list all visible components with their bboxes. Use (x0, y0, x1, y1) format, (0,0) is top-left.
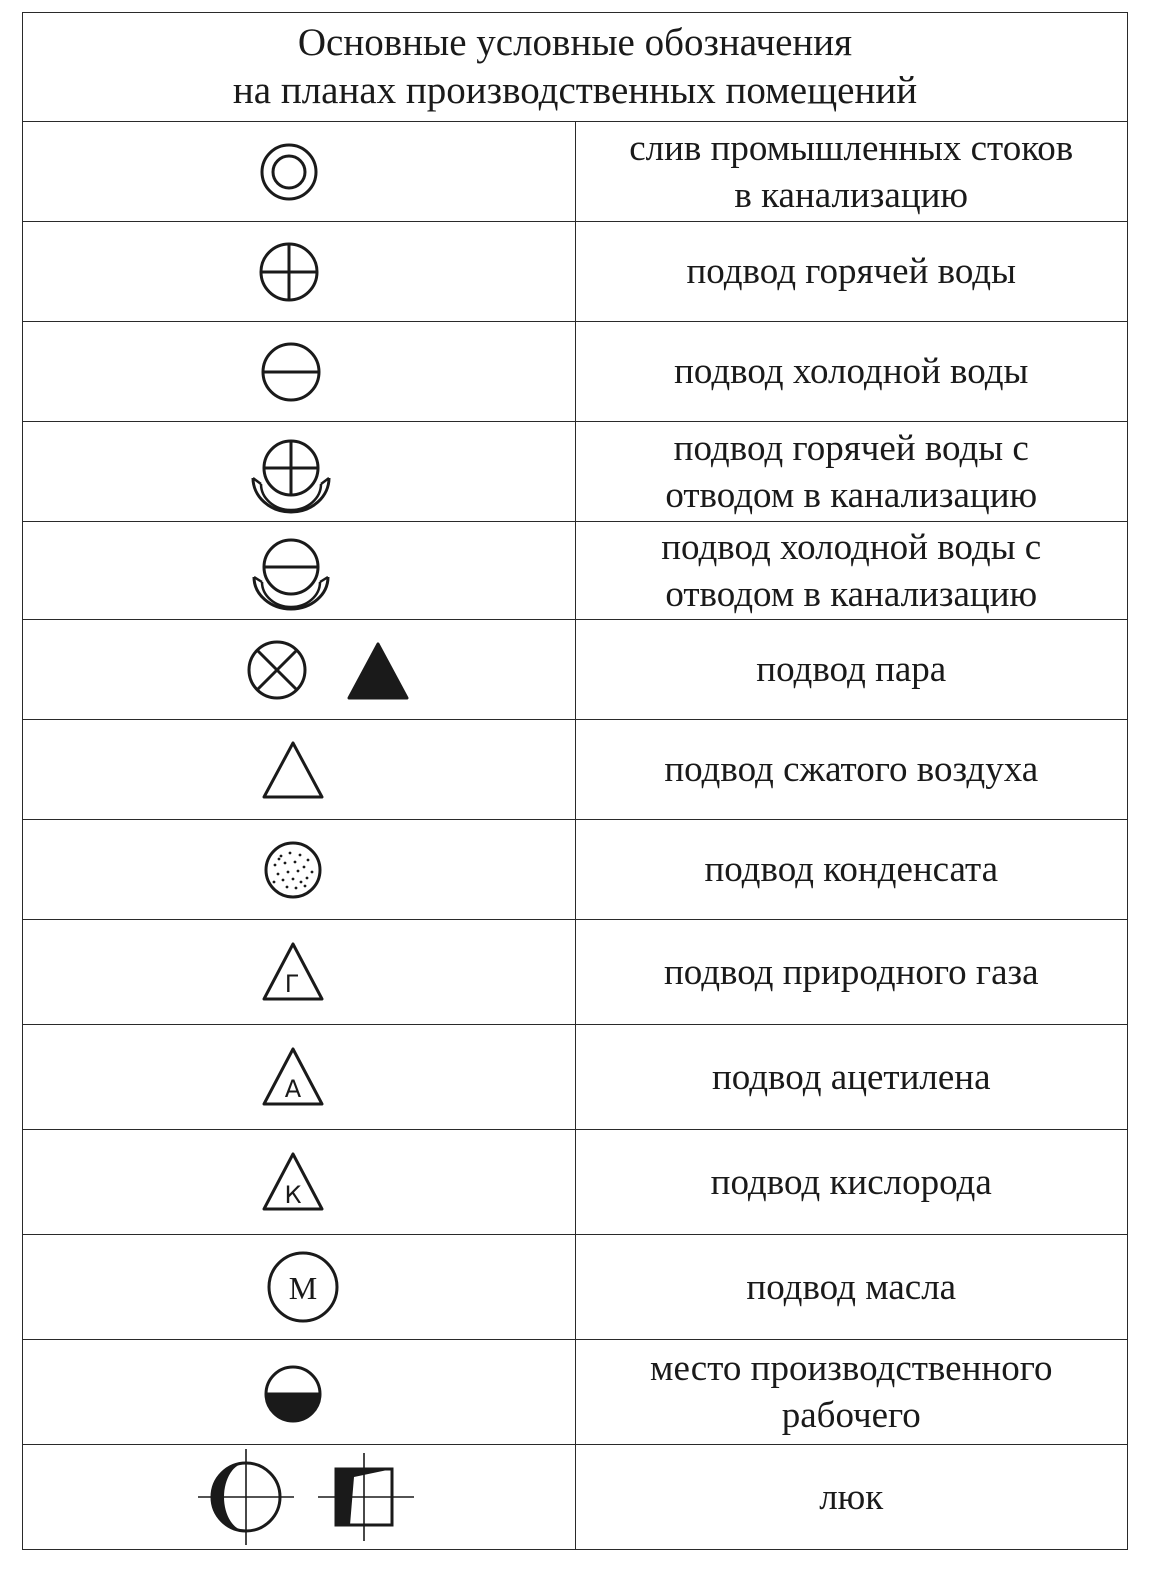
circle-m-icon (263, 1247, 343, 1327)
label-line-1: слив промышленных стоков (629, 127, 1074, 169)
circle-cross-icon (249, 232, 329, 312)
legend-title-line-2: на планах производственных помещений (232, 69, 918, 112)
circle-glyph: М (288, 1270, 317, 1306)
triangle-outline-icon (253, 730, 333, 810)
legend-row-cold-water (23, 322, 1128, 422)
legend-row-oxygen (23, 1130, 1128, 1235)
legend-row-industrial-drain (23, 122, 1128, 222)
label-line-1: подвод холодной воды (674, 351, 1029, 392)
label-line-1: подвод конденсата (704, 849, 999, 890)
label-line-1: подвод масла (746, 1266, 957, 1308)
label-cell (575, 920, 1128, 1025)
legend-row-hatch (23, 1445, 1128, 1550)
circle-cross-drain-icon (246, 427, 336, 517)
label-line-2: в канализацию (734, 174, 969, 216)
label-cell (575, 1445, 1128, 1550)
legend-row-cold-water-drain (23, 522, 1128, 620)
legend-row-compressed-air (23, 720, 1128, 820)
triangle-glyph: А (284, 1075, 301, 1103)
triangle-glyph: К (284, 1181, 302, 1209)
label-cell (575, 720, 1128, 820)
legend-row-steam (23, 620, 1128, 720)
symbol-cell (23, 820, 576, 920)
label-cell (575, 222, 1128, 322)
symbol-cell (23, 1025, 576, 1130)
triangle-k-icon (253, 1142, 333, 1222)
label-line-1: подвод холодной воды с (661, 526, 1042, 568)
label-line-2: отводом в канализацию (665, 474, 1038, 516)
label-line-1: подвод ацетилена (711, 1056, 991, 1098)
label-cell (575, 122, 1128, 222)
symbol-cell (23, 920, 576, 1025)
legend-title (23, 13, 1128, 122)
label-line-1: подвод горячей воды с (673, 427, 1029, 469)
double-circle-icon (249, 132, 329, 212)
legend-table (22, 12, 1128, 1550)
label-cell (575, 620, 1128, 720)
half-filled-circle-icon (253, 1352, 333, 1432)
label-cell (575, 322, 1128, 422)
label-line-2: отводом в канализацию (665, 573, 1038, 615)
circle-horizontal-line-icon (251, 332, 331, 412)
legend-row-condensate (23, 820, 1128, 920)
symbol-cell (23, 522, 576, 620)
label-line-2: рабочего (781, 1395, 921, 1436)
legend-row-workplace (23, 1340, 1128, 1445)
circle-line-drain-icon (246, 526, 336, 616)
dotted-circle-icon (253, 830, 333, 910)
label-cell (575, 1235, 1128, 1340)
symbol-cell (23, 1445, 576, 1550)
label-cell (575, 522, 1128, 620)
hatch-circle-and-square-icon (196, 1447, 426, 1547)
label-line-1: подвод пара (756, 649, 947, 690)
label-cell (575, 1340, 1128, 1445)
label-line-1: подвод кислорода (710, 1161, 992, 1203)
symbol-cell (23, 122, 576, 222)
title-row (23, 13, 1128, 122)
label-cell (575, 1025, 1128, 1130)
symbol-cell (23, 1235, 576, 1340)
symbol-cell (23, 222, 576, 322)
label-line-1: люк (819, 1476, 884, 1518)
label-cell (575, 1130, 1128, 1235)
legend-row-oil (23, 1235, 1128, 1340)
label-line-1: подвод горячей воды (686, 251, 1016, 292)
symbol-cell (23, 1340, 576, 1445)
symbol-cell (23, 620, 576, 720)
circle-x-and-filled-triangle-icon (237, 630, 437, 710)
legend-row-acetylene (23, 1025, 1128, 1130)
legend-title-line-1: Основные условные обозначения (297, 21, 853, 64)
symbol-cell (23, 322, 576, 422)
symbol-cell (23, 1130, 576, 1235)
label-line-1: место производственного (650, 1348, 1053, 1389)
legend-row-hot-water-drain (23, 422, 1128, 522)
symbol-cell (23, 720, 576, 820)
triangle-glyph: Г (284, 970, 300, 998)
legend-row-hot-water (23, 222, 1128, 322)
triangle-a-icon (253, 1037, 333, 1117)
label-line-1: подвод природного газа (663, 951, 1039, 993)
legend-row-natural-gas (23, 920, 1128, 1025)
label-cell (575, 422, 1128, 522)
label-line-1: подвод сжатого воздуха (664, 749, 1039, 790)
triangle-g-icon (253, 932, 333, 1012)
label-cell (575, 820, 1128, 920)
symbol-cell (23, 422, 576, 522)
